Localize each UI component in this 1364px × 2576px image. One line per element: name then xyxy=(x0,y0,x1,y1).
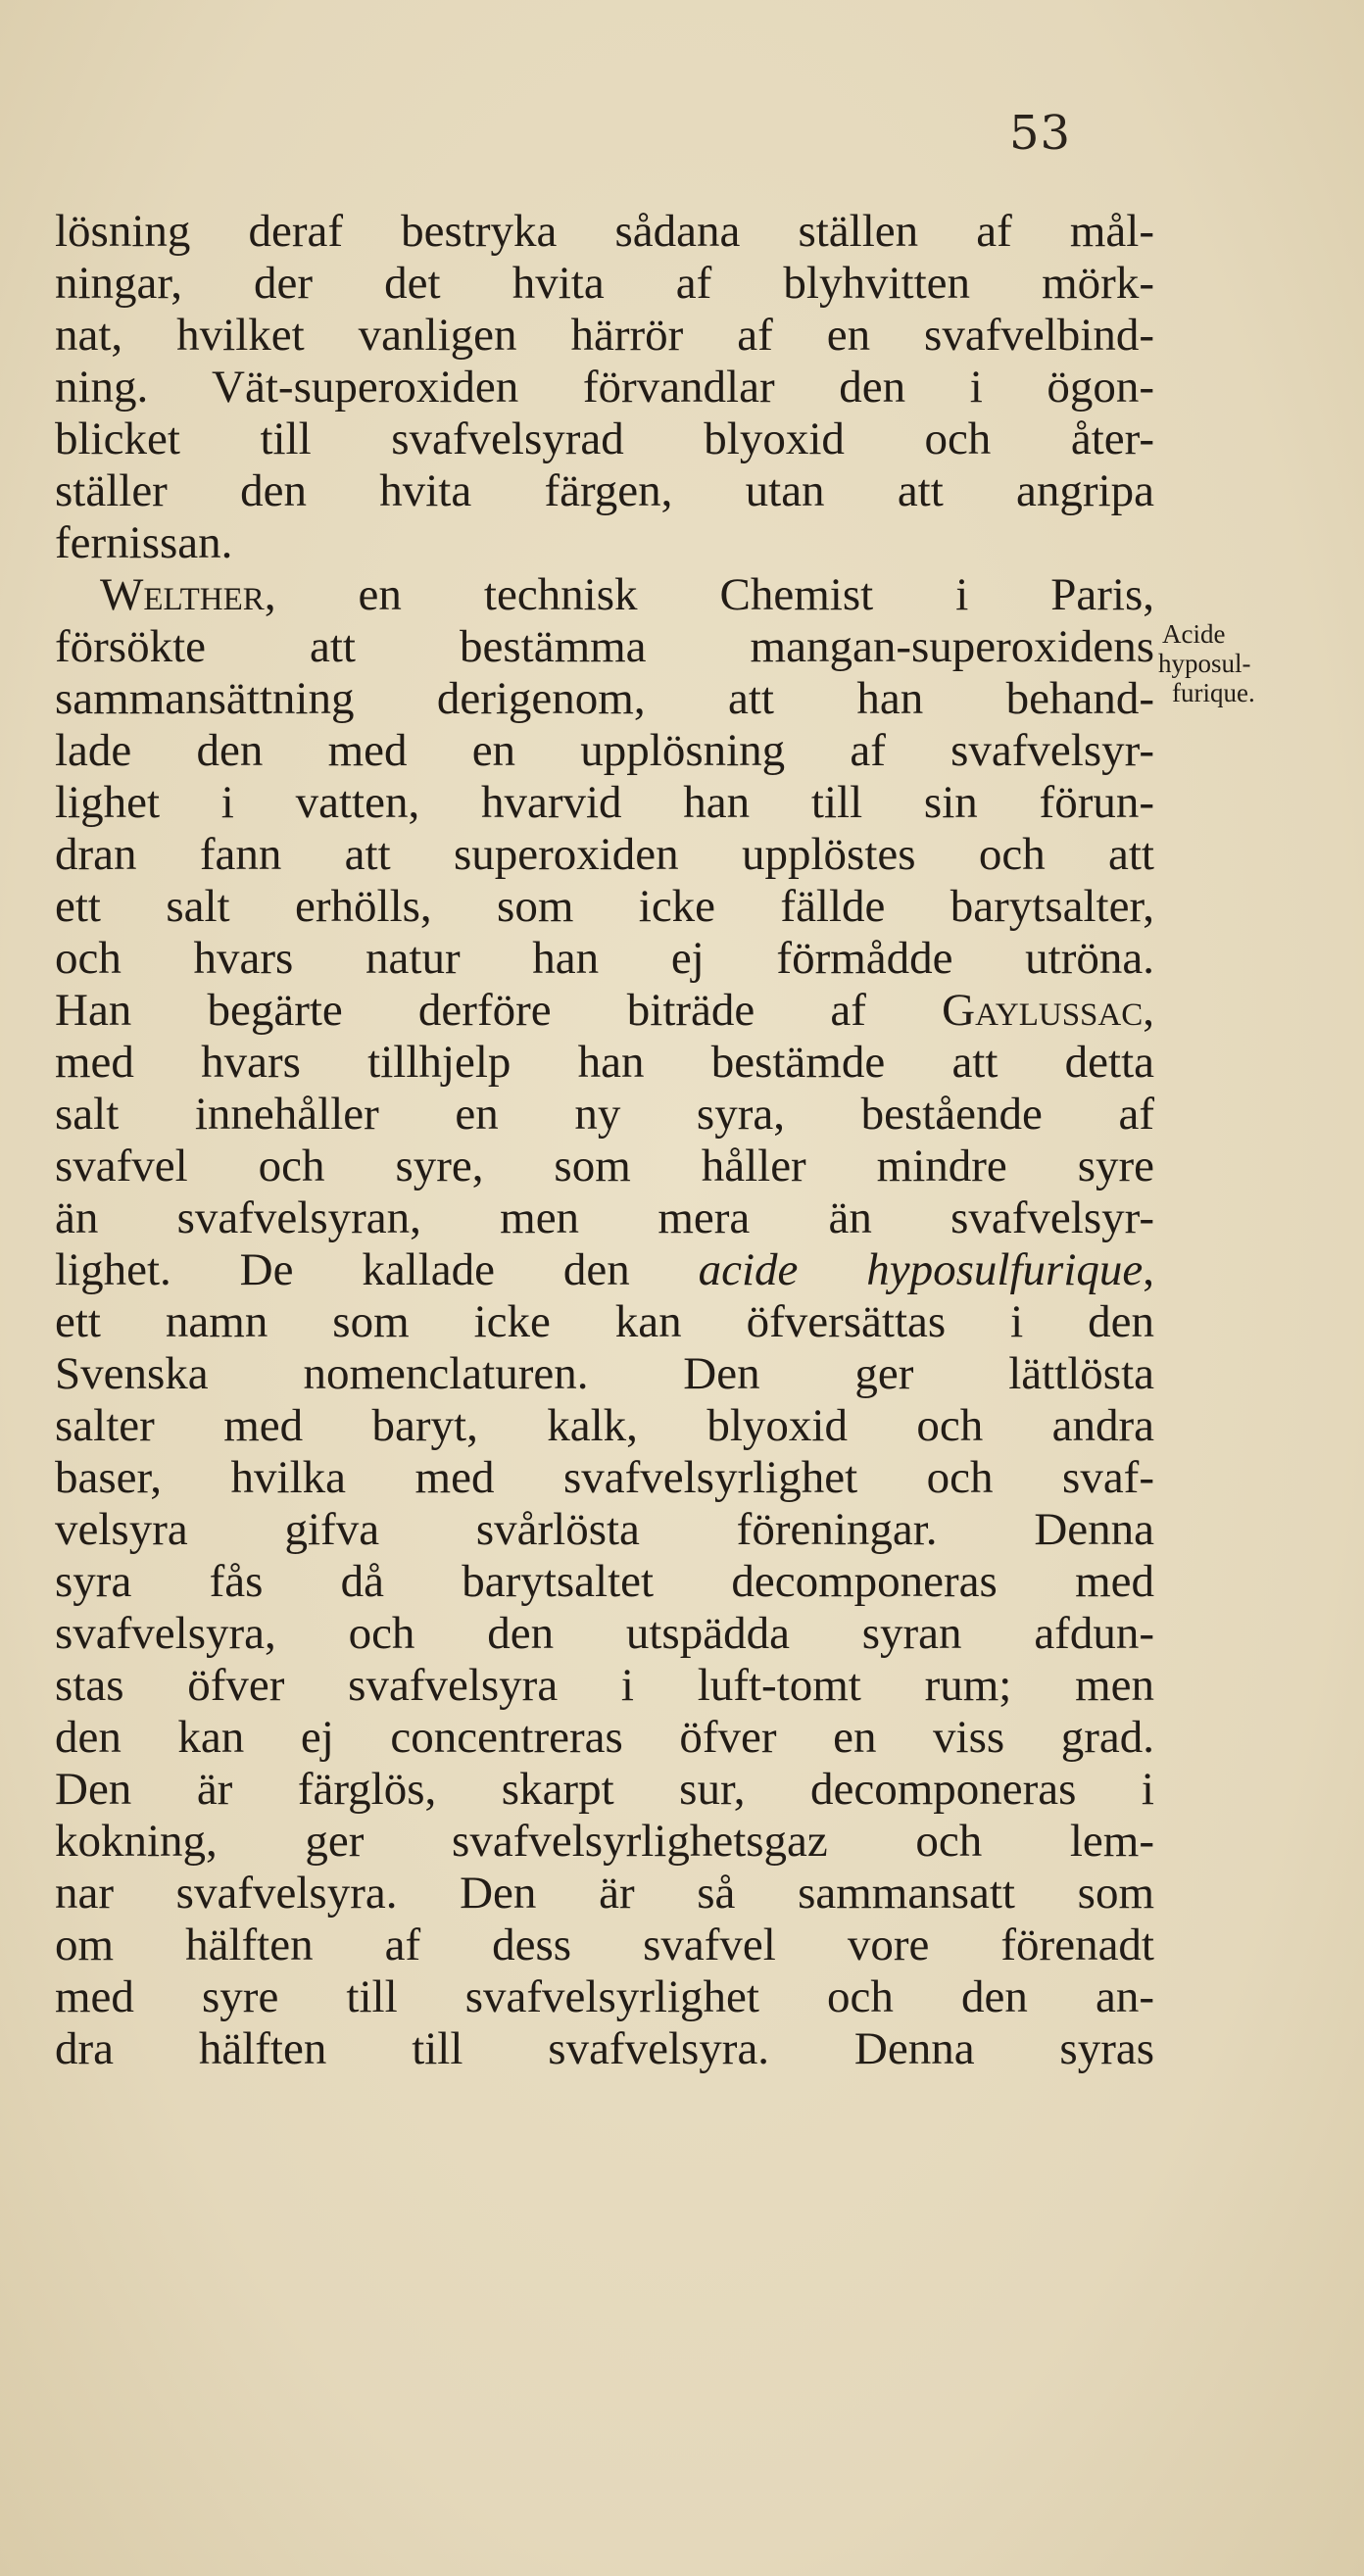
author-name: Gaylussac xyxy=(942,985,1144,1036)
text-line: ett namn som icke kan öfversättas i den xyxy=(55,1296,1154,1347)
text-line: lade den med en upplösning af svafvelsyr- xyxy=(55,725,1154,776)
margin-note-line: hyposul- xyxy=(1158,649,1251,678)
text-line: salt innehåller en ny syra, bestående af xyxy=(55,1089,1154,1140)
text-line: nar svafvelsyra. Den är så sammansatt som xyxy=(55,1868,1154,1919)
text-line: och hvars natur han ej förmådde utröna. xyxy=(55,933,1154,984)
text-line: den kan ej concentreras öfver en viss grad. xyxy=(55,1712,1154,1763)
author-name: Welther xyxy=(100,569,265,620)
text-line: ställer den hvita färgen, utan att angripa xyxy=(55,465,1154,516)
page-number: 53 xyxy=(1009,106,1072,161)
body-text xyxy=(55,206,1154,2075)
text-line: blicket till svafvelsyrad blyoxid och åter- xyxy=(55,413,1154,464)
text-line: lighet. De kallade den acide hyposulfurique, xyxy=(55,1244,1154,1295)
text-line: Han begärte derföre biträde af Gaylussac, xyxy=(55,985,1154,1036)
italic-term: acide hyposulfurique xyxy=(698,1244,1144,1295)
margin-note-line: Acide xyxy=(1162,619,1226,649)
text-line: lösning deraf bestryka sådana ställen af mål- xyxy=(55,206,1154,257)
text-line: Welther, en technisk Chemist i Paris, xyxy=(100,569,1154,620)
text-line: ett salt erhölls, som icke fällde barytsalter, xyxy=(55,881,1154,932)
text-line: lighet i vatten, hvarvid han till sin förun- xyxy=(55,777,1154,828)
text-line: sammansättning derigenom, att han behand- xyxy=(55,673,1154,724)
text-line: med syre till svafvelsyrlighet och den an- xyxy=(55,1971,1154,2022)
text-line: stas öfver svafvelsyra i luft-tomt rum; men xyxy=(55,1660,1154,1711)
text-line: svafvel och syre, som håller mindre syre xyxy=(55,1141,1154,1191)
text-line: om hälften af dess svafvel vore förenadt xyxy=(55,1920,1154,1970)
margin-note xyxy=(1154,619,1355,707)
text-line: kokning, ger svafvelsyrlighetsgaz och lem- xyxy=(55,1816,1154,1867)
text-line: än svafvelsyran, men mera än svafvelsyr- xyxy=(55,1192,1154,1243)
text-line: dra hälften till svafvelsyra. Denna syras xyxy=(55,2023,1154,2074)
text-line: dran fann att superoxiden upplöstes och att xyxy=(55,829,1154,880)
text-line: Svenska nomenclaturen. Den ger lättlösta xyxy=(55,1348,1154,1399)
text-line: velsyra gifva svårlösta föreningar. Denna xyxy=(55,1504,1154,1555)
text-line: ningar, der det hvita af blyhvitten mörk- xyxy=(55,258,1154,309)
text-line: svafvelsyra, och den utspädda syran afdun- xyxy=(55,1608,1154,1659)
text-line: med hvars tillhjelp han bestämde att detta xyxy=(55,1037,1154,1088)
text-line: nat, hvilket vanligen härrör af en svafvelbind- xyxy=(55,310,1154,361)
text-line: syra fås då barytsaltet decomponeras med xyxy=(55,1556,1154,1607)
text-line: Den är färglös, skarpt sur, decomponeras i xyxy=(55,1764,1154,1815)
text-line: ning. Vät-superoxiden förvandlar den i ögon- xyxy=(55,362,1154,413)
text-line: salter med baryt, kalk, blyoxid och andra xyxy=(55,1400,1154,1451)
margin-note-line: furique. xyxy=(1172,678,1255,707)
text-line: försökte att bestämma mangan-superoxidens xyxy=(55,621,1154,672)
text-line: baser, hvilka med svafvelsyrlighet och svaf- xyxy=(55,1452,1154,1503)
text-line: fernissan. xyxy=(55,517,233,568)
